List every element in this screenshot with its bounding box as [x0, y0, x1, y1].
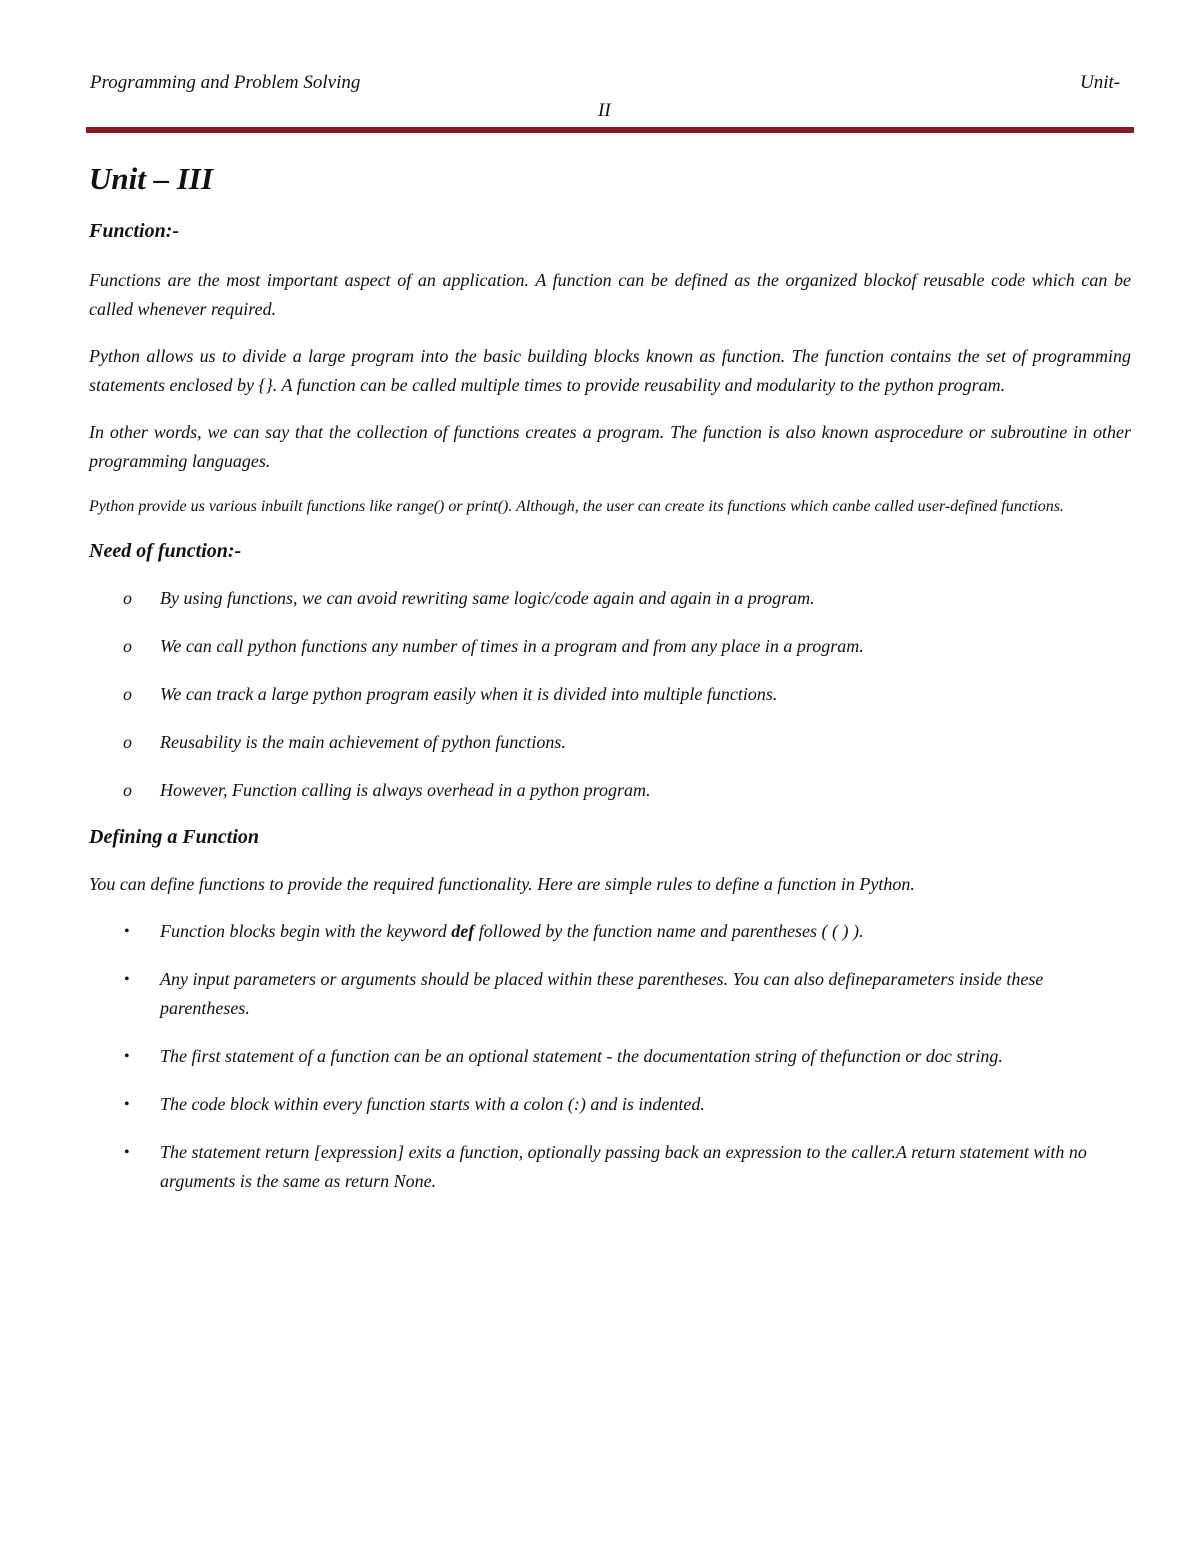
- list-item: [89, 965, 1131, 1023]
- list-item: [89, 1138, 1131, 1196]
- function-paragraph-2: Python allows us to divide a large program into the basic building blocks known as function. The function contains the set of programming statements enclosed by {}. A function can be called multiple times to provide reusability and modularity to the python program.: [89, 346, 1131, 395]
- circle-bullet-icon: o: [123, 588, 132, 608]
- function-paragraph-3: In other words, we can say that the collection of functions creates a program. The function is also known asprocedure or subroutine in other programming languages.: [89, 422, 1131, 471]
- list-item: [89, 584, 1131, 613]
- header-unit-label: Unit-: [1080, 72, 1121, 93]
- list-item-text: The code block within every function starts with a colon (:) and is indented.: [160, 1094, 705, 1114]
- list-item-text-before: Function blocks begin with the keyword: [160, 921, 452, 941]
- list-item: [89, 728, 1131, 757]
- list-item-text: Any input parameters or arguments should be placed within these parentheses. You can also defineparameters inside these parentheses.: [160, 969, 1044, 1018]
- list-item-text: The first statement of a function can be an optional statement - the documentation string of thefunction or doc string.: [160, 1046, 1003, 1066]
- circle-bullet-icon: o: [123, 636, 132, 656]
- list-item-text: By using functions, we can avoid rewriting same logic/code again and again in a program.: [160, 588, 815, 608]
- circle-bullet-icon: o: [123, 780, 132, 800]
- document-body: [89, 160, 1131, 1215]
- list-item: [89, 680, 1131, 709]
- list-item-text-after: followed by the function name and parentheses ( ( ) ).: [474, 921, 864, 941]
- list-item: [89, 917, 1131, 946]
- bullet-icon: •: [124, 1144, 130, 1161]
- list-item-text: Reusability is the main achievement of python functions.: [160, 732, 566, 752]
- unit-title: Unit – III: [89, 161, 214, 196]
- function-paragraph-4: Python provide us various inbuilt functions like range() or print(). Although, the user can create its functions which canbe called user-defined functions.: [89, 498, 1064, 515]
- defining-intro: You can define functions to provide the required functionality. Here are simple rules to define a function in Python.: [89, 874, 915, 894]
- header-unit-number: II: [598, 100, 611, 121]
- list-item: [89, 776, 1131, 805]
- bullet-icon: •: [124, 923, 130, 940]
- list-item-text: However, Function calling is always overhead in a python program.: [160, 780, 651, 800]
- list-item: [89, 1090, 1131, 1119]
- bullet-icon: •: [124, 1096, 130, 1113]
- def-keyword: def: [451, 921, 475, 941]
- header-course-title: Programming and Problem Solving: [90, 72, 361, 93]
- header-divider: [86, 127, 1134, 133]
- defining-heading: Defining a Function: [89, 826, 260, 848]
- need-heading: Need of function:-: [89, 540, 242, 562]
- list-item: [89, 1042, 1131, 1071]
- circle-bullet-icon: o: [123, 684, 132, 704]
- list-item: [89, 632, 1131, 661]
- bullet-icon: •: [124, 971, 130, 988]
- function-paragraph-1: Functions are the most important aspect of an application. A function can be defined as the organized blockof reusable code which can be called whenever required.: [89, 270, 1131, 319]
- bullet-icon: •: [124, 1048, 130, 1065]
- list-item-text: We can track a large python program easily when it is divided into multiple functions.: [160, 684, 778, 704]
- list-item-text: We can call python functions any number of times in a program and from any place in a program.: [160, 636, 864, 656]
- need-list: [89, 584, 1131, 805]
- list-item-text: The statement return [expression] exits a function, optionally passing back an expression to the caller.A return statement with no arguments is the same as return None.: [160, 1142, 1087, 1191]
- defining-rules-list: [89, 917, 1131, 1196]
- circle-bullet-icon: o: [123, 732, 132, 752]
- function-heading: Function:-: [89, 220, 180, 242]
